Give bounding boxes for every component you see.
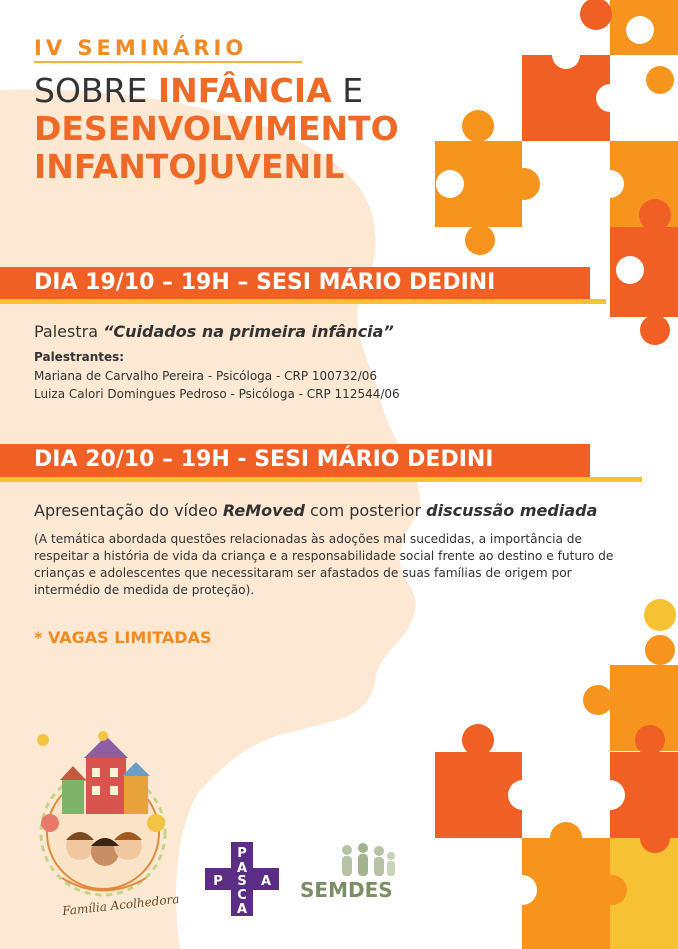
pasca-letter-1: P xyxy=(237,846,247,861)
event2-date: DIA 20/10 – 19H - SESI MÁRIO DEDINI xyxy=(34,447,494,472)
speaker-2: Luiza Calori Domingues Pedroso - Psicóloga - CRP 112544/06 xyxy=(34,387,400,401)
kicker-underline xyxy=(34,61,302,63)
title-word-infancia: INFÂNCIA xyxy=(157,71,332,110)
event2-band xyxy=(0,444,590,478)
video-text-c: com posterior xyxy=(304,501,427,520)
pasca-logo xyxy=(205,842,279,916)
pasca-letter-h2: A xyxy=(260,874,272,889)
pasca-letter-h1: P xyxy=(213,874,223,889)
title-word-sobre: SOBRE xyxy=(34,71,158,110)
event2-description: (A temática abordada questões relacionadas às adoções mal sucedidas, a importância de respeitar a história de vida da criança e a responsabilidade social frente ao destino e futuro de crianças e adolescentes que necessitaram ser afastados de suas famílias de origem por intermédio de medida de proteção). xyxy=(34,532,614,597)
speakers-label: Palestrantes: xyxy=(34,350,125,364)
semdes-people-icon xyxy=(335,842,397,878)
semdes-logo-text: SEMDES xyxy=(300,878,393,902)
title-line-1 xyxy=(34,72,399,110)
video-discussion: discussão mediada xyxy=(426,501,598,520)
talk-title: “Cuidados na primeira infância” xyxy=(103,322,394,341)
event1-talk xyxy=(34,322,394,341)
seminar-title xyxy=(34,72,399,186)
limited-spots-notice: * VAGAS LIMITADAS xyxy=(34,628,212,647)
title-word-e: E xyxy=(331,71,364,110)
pasca-letter-2: A xyxy=(236,861,248,876)
talk-prefix: Palestra xyxy=(34,322,104,341)
video-title: ReMoved xyxy=(222,501,305,520)
seminar-kicker: IV SEMINÁRIO xyxy=(34,36,248,60)
speaker-1: Mariana de Carvalho Pereira - Psicóloga - CRP 100732/06 xyxy=(34,369,378,383)
title-line-3: INFANTOJUVENIL xyxy=(34,147,345,186)
familia-acolhedora-logo xyxy=(28,728,181,919)
event2-video-line xyxy=(34,501,597,520)
event1-band xyxy=(0,267,590,301)
familia-acolhedora-name: Família Acolhedora xyxy=(61,891,181,919)
event2-band-underline xyxy=(0,477,642,482)
pasca-letter-5: A xyxy=(236,902,248,916)
pasca-letter-3: S xyxy=(237,874,247,889)
title-line-2: DESENVOLVIMENTO xyxy=(34,109,399,148)
event1-date: DIA 19/10 – 19H – SESI MÁRIO DEDINI xyxy=(34,270,496,295)
video-text-a: Apresentação do vídeo xyxy=(34,501,223,520)
pasca-letter-4: C xyxy=(237,888,247,903)
event1-band-underline xyxy=(0,299,606,304)
